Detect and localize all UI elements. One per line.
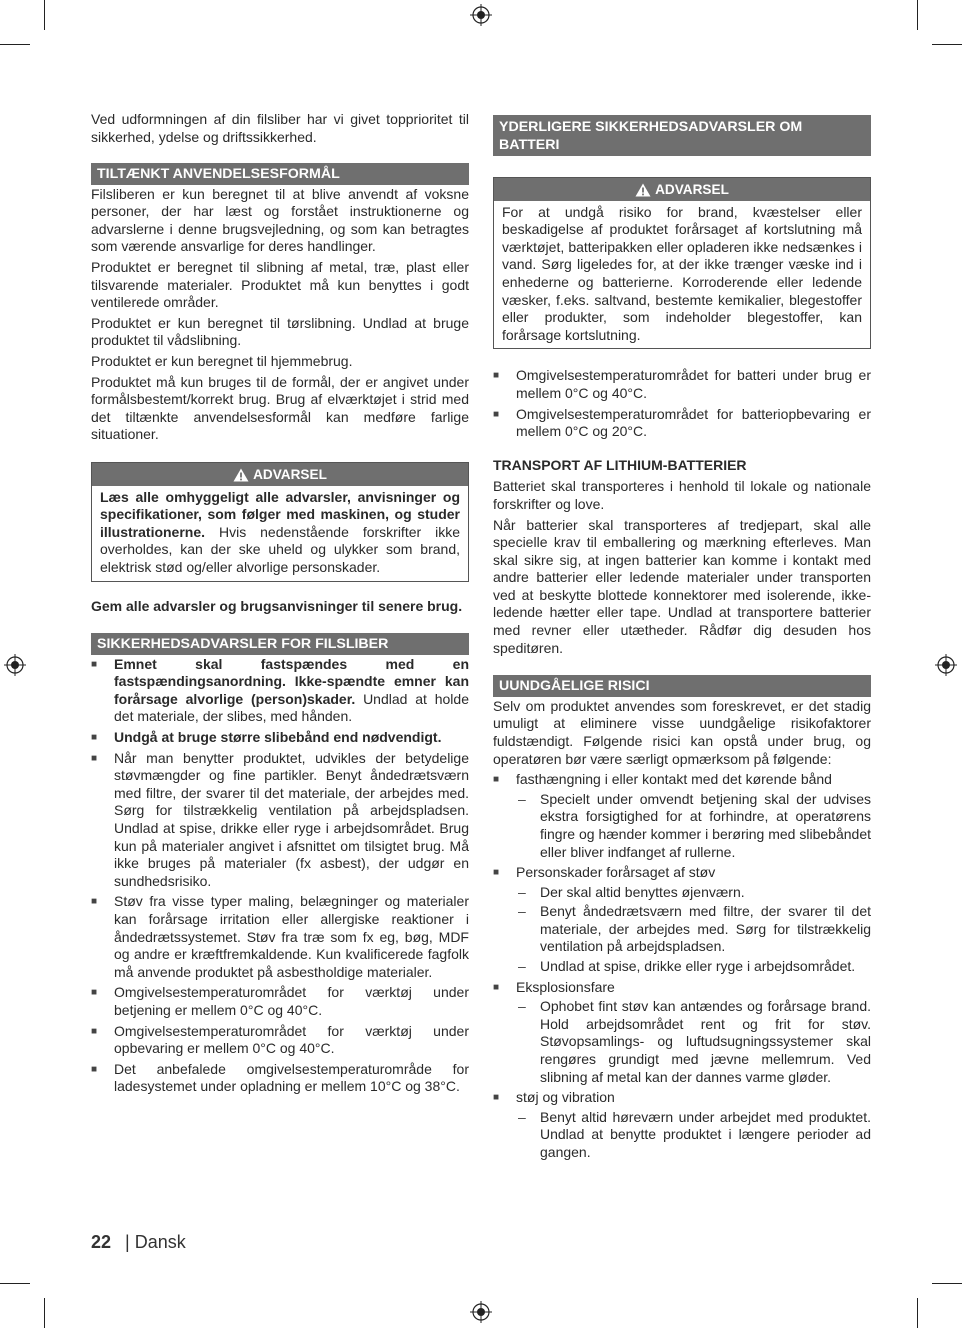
right-column xyxy=(493,115,871,1165)
paragraph: Produktet er kun beregnet til tørslibning. Undlad at bruge produktet til vådslibning. xyxy=(91,314,469,349)
registration-mark-icon xyxy=(470,1301,492,1323)
risk-title: Eksplosionsfare xyxy=(516,978,615,995)
list-item xyxy=(493,1089,871,1161)
paragraph: Når batterier skal transporteres af tredjepart, skal alle specielle krav til emballering og mærkning efterleves. Man skal sikre sig, at ingen batterier kan komme i kontakt med andre batterier eller ledende materialer under transporten ved at beskytte blottede konnektorer med isolerende, ikke-ledende hætter eller tape. Undlad at transportere batterier med revner eller utætheder. Rådfør dig desuden hos speditøren. xyxy=(493,516,871,656)
paragraph: Produktet er beregnet til slibning af metal, træ, plast eller tilsvarende materialer. Produktet må kun benyttes i godt ventilerede områder. xyxy=(91,259,469,311)
list-item: ■ Omgivelsestemperaturområdet for værktøj under betjening er mellem 0°C og 40°C. xyxy=(91,984,469,1019)
sub-list xyxy=(516,884,871,976)
warning-box xyxy=(91,462,469,582)
list-item: ■ Omgivelsestemperaturområdet for batteriopbevaring er mellem 0°C og 20°C. xyxy=(493,406,871,441)
crop-mark xyxy=(44,1298,45,1328)
list-item xyxy=(493,864,871,976)
sub-list xyxy=(516,998,871,1086)
transport-heading: TRANSPORT AF LITHIUM-BATTERIER xyxy=(493,456,747,473)
paragraph: Produktet er kun beregnet til hjemmebrug. xyxy=(91,353,353,370)
crop-mark xyxy=(932,44,962,45)
safety-list xyxy=(91,656,469,1096)
section-heading-safety-warnings: SIKKERHEDSADVARSLER FOR FILSLIBER xyxy=(91,633,469,655)
crop-mark xyxy=(932,1283,962,1284)
paragraph: Filsliberen er kun beregnet til at blive anvendt af voksne personer, der har læst og forstået instruktionerne og advarslerne i denne brugsvejledning, og som kan betragtes som værende ansvarlige for deres handlinger. xyxy=(91,185,469,255)
crop-mark xyxy=(0,44,30,45)
warning-label: ADVARSEL xyxy=(655,182,729,197)
list-item: ■ Det anbefalede omgivelsestemperaturområde for ladesystemet under opladning er mellem 10°C og 38°C. xyxy=(91,1061,469,1096)
warning-box xyxy=(493,177,871,349)
registration-mark-icon xyxy=(470,4,492,26)
sub-list xyxy=(516,1109,871,1162)
list-item: ■ Støv fra visse typer maling, belægninger og materialer kan forårsage irritation eller allergiske reaktioner i åndedrætssystemet. Støv fra træ som fx eg, bøg, MDF og andre er kræftfremkaldende. Kun kvalificerede fagfolk må anvende produktet på asbestholdige materialer. xyxy=(91,893,469,981)
bullet-bold-text: Undgå at bruge større slibebånd end nødvendigt. xyxy=(114,729,442,746)
list-item xyxy=(493,771,871,861)
footer-language: | Dansk xyxy=(125,1232,186,1252)
paragraph: Batteriet skal transporteres i henhold til lokale og nationale forskrifter og love. xyxy=(493,478,871,512)
sub-list-item: – Specielt under omvendt betjening skal der udvises ekstra forsigtighed for at forhindre, at operatørens fingre og hænder kommer i berøring med slibebåndet eller bliver indfanget af rullerne. xyxy=(516,791,871,861)
warning-body xyxy=(92,486,468,581)
warning-bold-text: Læs alle omhyggeligt alle advarsler, anvisninger og specifikationer, som følger med maskinen, og studer illustrationerne. xyxy=(100,488,460,540)
risk-title: Personskader forårsaget af støv xyxy=(516,864,716,881)
warning-header xyxy=(494,178,870,201)
bullet-text: Undlad at holde det materiale, der slibes, med hånden. xyxy=(114,690,469,725)
risk-list xyxy=(493,771,871,1161)
registration-mark-icon xyxy=(4,654,26,676)
list-item: ■ Når man benytter produktet, udvikles der betydelige støvmængder og fine partikler. Benyt åndedrætsværn med filtre, der svarer til det materiale, der arbejdes med. Sørg for tilstrækkelig ventilation på arbejdspladsen. Undlad at spise, drikke eller ryge i arbejdsområdet. Brug kun på materialer angivet i afsnittet om tilsigtet brug. Må ikke bruges på materialer (fx asbest), der udgør en sundhedsrisiko. xyxy=(91,750,469,891)
section-heading-intended-use: TILTÆNKT ANVENDELSESFORMÅL xyxy=(91,163,469,185)
risk-title: støj og vibration xyxy=(516,1089,615,1106)
sub-list-item: – Benyt åndedrætsværn med filtre, der svarer til det materiale, der arbejdes med. Sørg for tilstrækkelig ventilation på arbejdspladsen. xyxy=(516,903,871,956)
paragraph: Selv om produktet anvendes som foreskrevet, er det stadig umuligt at eliminere visse uundgåelige risikofaktorer fuldstændigt. Følgende risici kan opstå under brug, og operatøren bør være særligt opmærksom på følgende: xyxy=(493,697,871,767)
left-column xyxy=(91,111,469,1099)
section-heading-battery-warnings: YDERLIGERE SIKKERHEDSADVARSLER OM BATTERI xyxy=(493,115,871,156)
list-item xyxy=(493,979,871,1087)
sub-list-item: – Ophobet fint støv kan antændes og forårsage brand. Hold arbejdsområdet rent og frit for støv. Støvopsamlings- og luftudsugningssystemer skal rengøres grundigt med jævne mellemrum. Ved slibning af metal kan der dannes varme gløder. xyxy=(516,998,871,1086)
warning-label: ADVARSEL xyxy=(253,467,327,482)
list-item: ■ Omgivelsestemperaturområdet for værktøj under opbevaring er mellem 0°C og 40°C. xyxy=(91,1023,469,1058)
sub-list-item: – Benyt altid høreværn under arbejdet med produktet. Undlad at benytte produktet i længere perioder ad gangen. xyxy=(516,1109,871,1162)
registration-mark-icon xyxy=(935,654,957,676)
page-number: 22 xyxy=(91,1232,112,1252)
sub-list-item: – Der skal altid benyttes øjenværn. xyxy=(516,884,871,902)
warning-text: Hvis nedenstående forskrifter ikke overholdes, kan der ske uheld og ulykker som brand, elektrisk stød og/eller alvorlige personskader. xyxy=(100,523,460,575)
warning-triangle-icon xyxy=(233,468,249,482)
warning-header xyxy=(92,463,468,486)
bullet-bold-text: Emnet skal fastspændes med en fastspændingsanordning. Ikke-spændte emner kan forårsage alvorlige (person)skader. xyxy=(114,655,469,707)
list-item xyxy=(91,656,469,726)
crop-mark xyxy=(917,0,918,30)
list-item: ■ Omgivelsestemperaturområdet for batteri under brug er mellem 0°C og 40°C. xyxy=(493,367,871,402)
warning-body: For at undgå risiko for brand, kvæstelser eller beskadigelse af produktet forårsaget af kortslutning må værktøjet, batteripakken eller opladeren ikke nedsænkes i vand. Sørg ligeledes for, at der ikke trænger væske ind i enhederne og batterierne. Korroderende eller ledende væsker, f.eks. saltvand, bestemte kemikalier, blegestoffer eller produkter, som indeholder blegestoffer, kan forårsage kortslutning. xyxy=(502,203,862,343)
keep-instructions-note: Gem alle advarsler og brugsanvisninger til senere brug. xyxy=(91,597,463,614)
warning-triangle-icon xyxy=(635,183,651,197)
crop-mark xyxy=(0,1283,30,1284)
section-heading-unavoidable-risks: UUNDGÅELIGE RISICI xyxy=(493,675,871,697)
paragraph: Produktet må kun bruges til de formål, der er angivet under formålsbestemt/korrekt brug. Brug af elværktøjet i strid med det tiltænkte anvendelsesformål kan medføre farlige situationer. xyxy=(91,373,469,443)
battery-temperature-list xyxy=(493,367,871,440)
risk-title: fasthængning i eller kontakt med det kørende bånd xyxy=(516,771,832,788)
intro-paragraph: Ved udformningen af din filsliber har vi givet topprioritet til sikkerhed, ydelse og driftssikkerhed. xyxy=(91,111,469,145)
page-footer xyxy=(91,1232,186,1253)
list-item xyxy=(91,729,469,747)
sub-list-item: – Undlad at spise, drikke eller ryge i arbejdsområdet. xyxy=(516,958,871,976)
crop-mark xyxy=(917,1298,918,1328)
crop-mark xyxy=(44,0,45,30)
sub-list xyxy=(516,791,871,861)
